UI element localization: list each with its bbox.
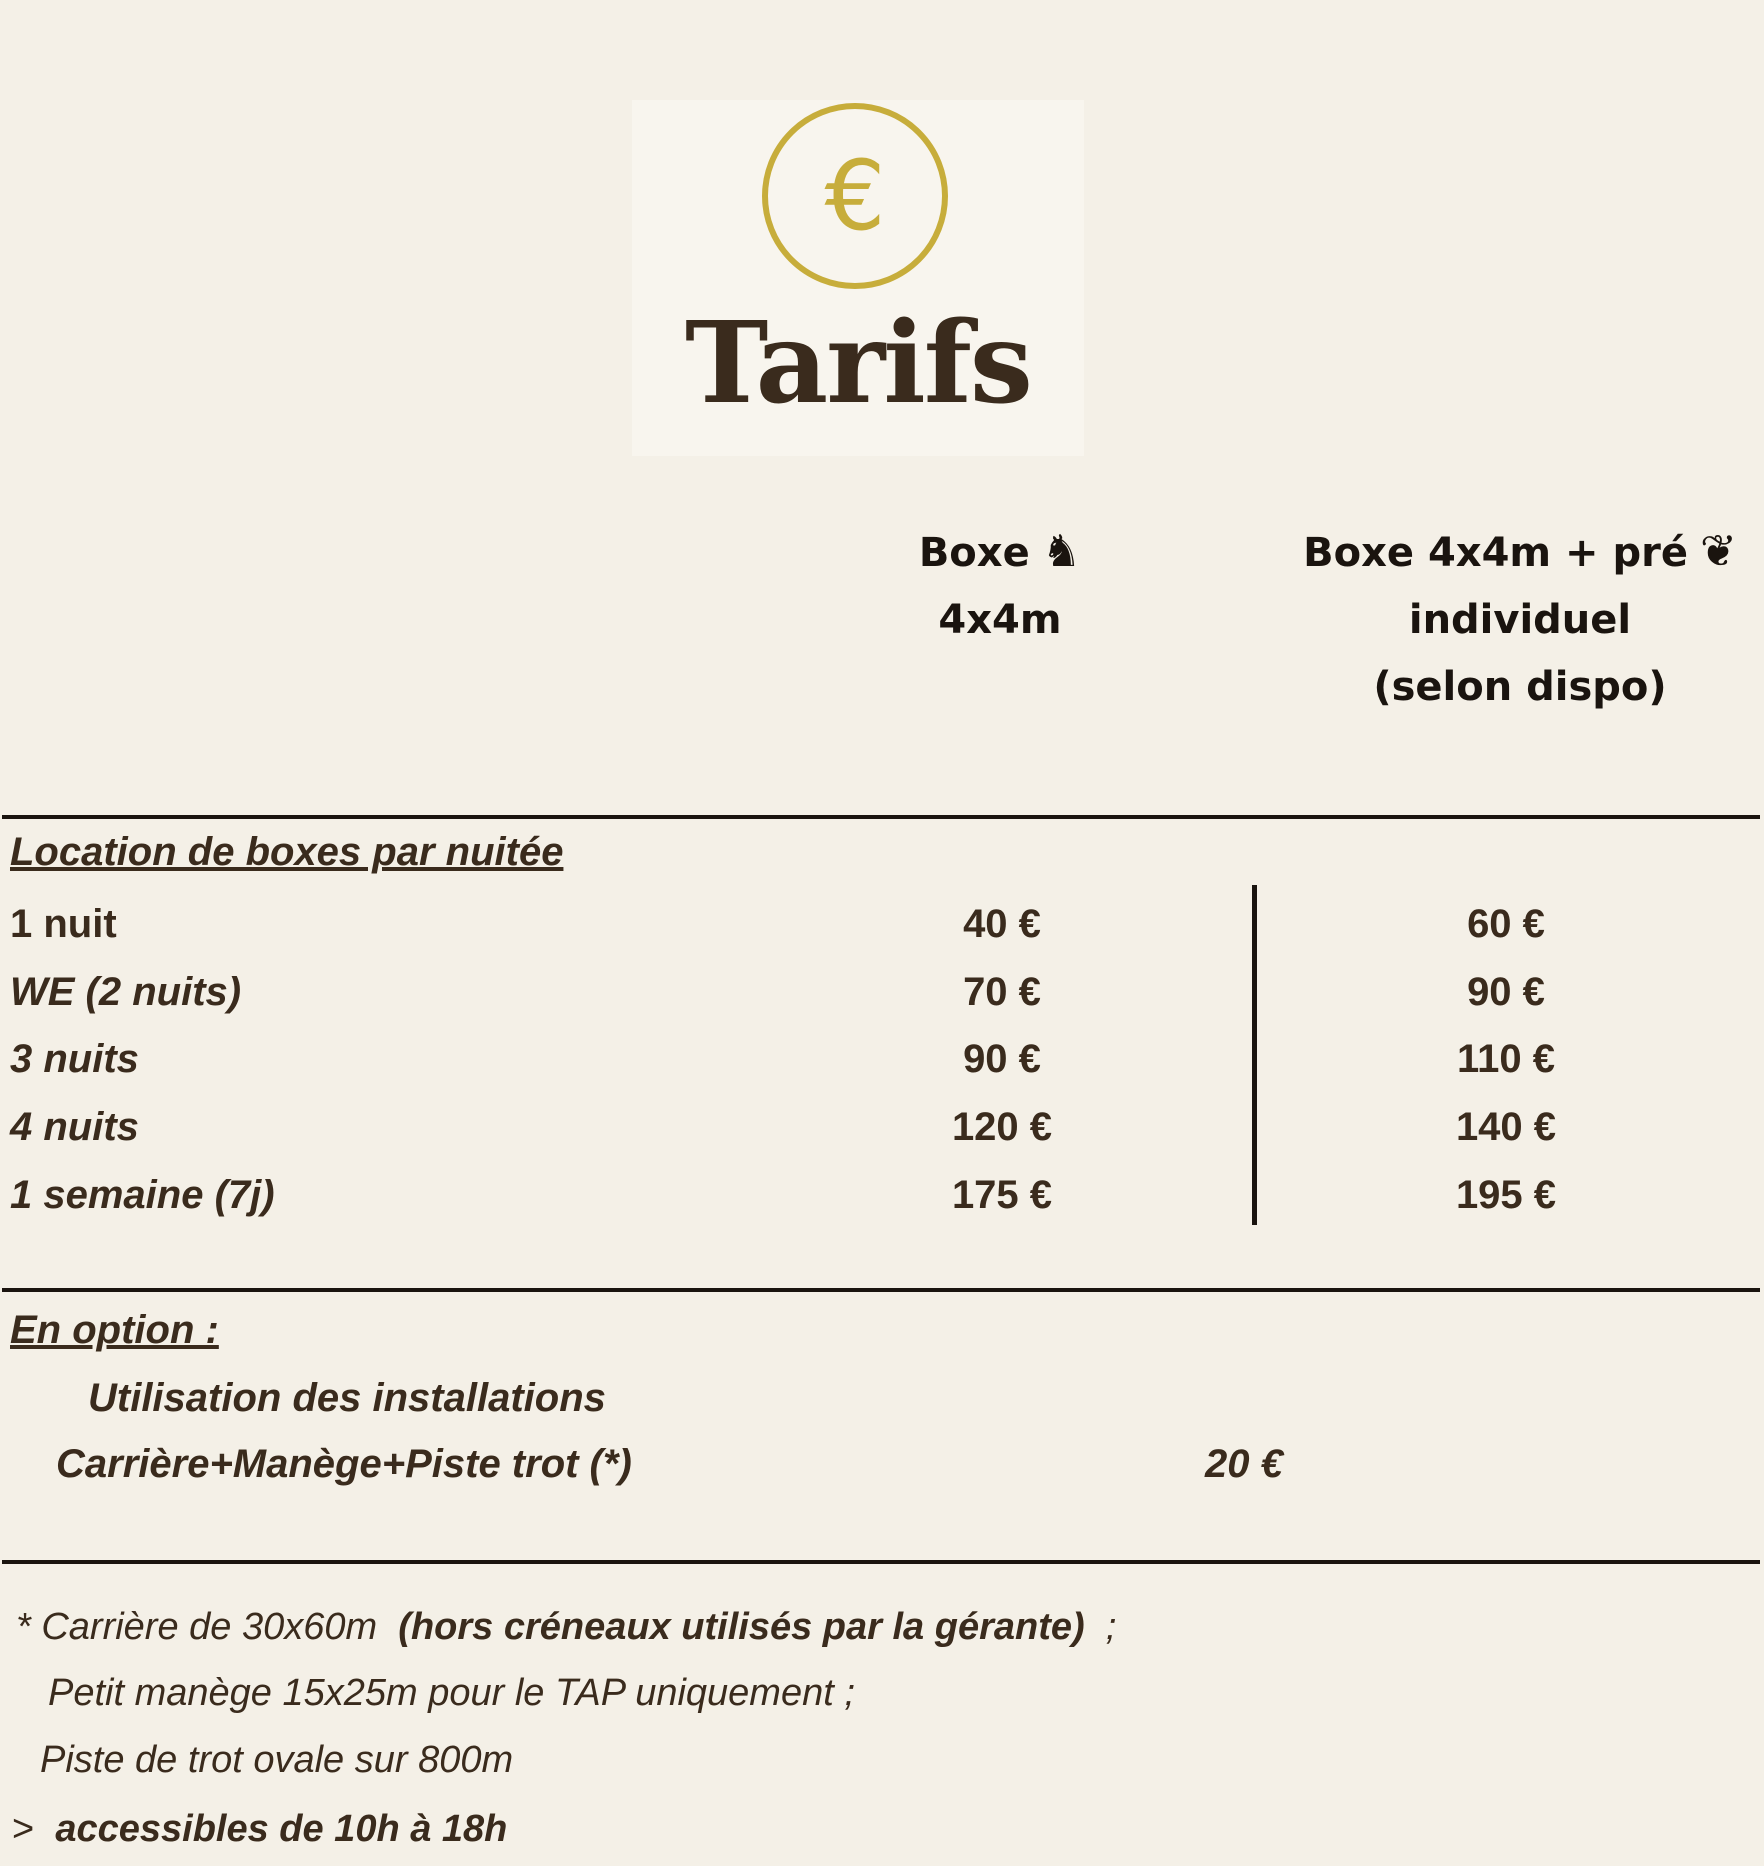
- arrow-icon: >: [12, 1808, 35, 1850]
- row-label: 3 nuits: [10, 1037, 139, 1081]
- price-boxe-pre: 60 €: [1467, 902, 1545, 946]
- price-boxe: 120 €: [951, 1105, 1053, 1149]
- note-line3: Piste de trot ovale sur 800m: [40, 1739, 514, 1781]
- price-boxe-pre: 140 €: [1455, 1105, 1557, 1149]
- location-section-title: Location de boxes par nuitée: [10, 830, 564, 874]
- price-boxe: 90 €: [963, 1037, 1041, 1081]
- price-boxe: 175 €: [951, 1173, 1053, 1217]
- option-section-title: En option :: [10, 1308, 219, 1352]
- column-header-boxe-pre-line1: Boxe 4x4m + pré: [1303, 530, 1688, 576]
- option-line2: Carrière+Manège+Piste trot (*): [56, 1442, 632, 1486]
- column-divider: [1252, 885, 1257, 1225]
- column-header-boxe-pre-line2: individuel: [1408, 597, 1632, 643]
- horse-icon: ♞: [1041, 526, 1082, 577]
- divider-middle: [2, 1288, 1760, 1292]
- column-header-boxe-line1: Boxe: [918, 530, 1030, 576]
- note-line2: Petit manège 15x25m pour le TAP uniquement ;: [48, 1672, 855, 1714]
- divider-top: [2, 815, 1760, 819]
- note-line1: [16, 1608, 1116, 1646]
- price-boxe-pre: 195 €: [1455, 1173, 1557, 1217]
- price-boxe-pre: 90 €: [1467, 970, 1545, 1014]
- page-title: Tarifs: [685, 298, 1031, 429]
- note-line4-text: accessibles de 10h à 18h: [55, 1808, 508, 1850]
- row-label: 1 semaine (7j): [10, 1173, 275, 1217]
- row-label: WE (2 nuits): [10, 970, 242, 1014]
- price-boxe-pre: 110 €: [1457, 1037, 1555, 1081]
- note-line1-c: ;: [1105, 1606, 1117, 1648]
- divider-bottom: [2, 1560, 1760, 1564]
- price-boxe: 40 €: [963, 902, 1041, 946]
- column-header-boxe-line2: 4x4m: [938, 597, 1062, 643]
- note-line1-b: (hors créneaux utilisés par la gérante): [398, 1606, 1085, 1648]
- euro-icon: €: [762, 103, 948, 289]
- note-line1-a: * Carrière de 30x60m: [16, 1606, 378, 1648]
- price-boxe: 70 €: [963, 970, 1041, 1014]
- column-header-boxe-pre: [1260, 518, 1764, 721]
- row-label: 4 nuits: [10, 1105, 139, 1149]
- note-line4: [12, 1810, 507, 1848]
- option-price: 20 €: [1205, 1442, 1283, 1486]
- column-header-boxe: [850, 518, 1150, 654]
- column-header-boxe-pre-line3: (selon dispo): [1373, 664, 1667, 710]
- grass-icon: ❦: [1699, 526, 1737, 577]
- option-line1: Utilisation des installations: [88, 1376, 606, 1420]
- row-label: 1 nuit: [10, 902, 117, 946]
